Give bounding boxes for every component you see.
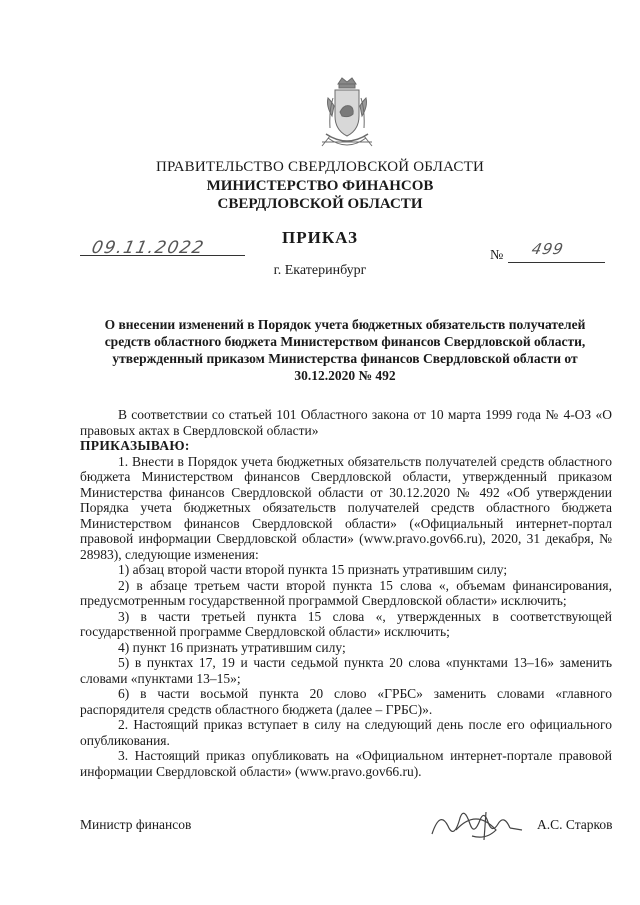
order-body [80,407,612,779]
intro-paragraph: В соответствии со статьей 101 Областного закона от 10 марта 1999 года № 4-ОЗ «О правовых актах в Свердловской области» [80,407,612,438]
subitem-2: 2) в абзаце третьем части второй пункта 15 слова «, объемам финансирования, предусмотренным государственной программой Свердловской области» исключить; [80,577,612,608]
document-type: ПРИКАЗ [282,228,358,247]
order-number: 499 [530,240,566,258]
order-subject: О внесении изменений в Порядок учета бюджетных обязательств получателей средств областного бюджета Министерством финансов Свердловской области, утвержденный приказом Министерства финансов Свердловской области от 30.12.2020 № 492 [104,317,586,383]
prikazyvayu-heading: ПРИКАЗЫВАЮ: [80,438,190,453]
subitem-4: 4) пункт 16 признать утратившим силу; [118,639,346,655]
item-1: 1. Внести в Порядок учета бюджетных обязательств получателей средств областного бюджета Министерством финансов Свердловской области, утвержденный приказом Министерства финансов Свердловской области от 30.12.2020 № 492 «Об утверждении Порядка учета бюджетных обязательств получателей средств областного бюджета Министерством финансов Свердловской области» («Официальный интернет-портал правовой информации Свердловской области» (www.pravo.gov66.ru), 2020, 31 декабря, № 28983), следующие изменения: [80,453,612,562]
date-underline [80,255,245,256]
government-name: ПРАВИТЕЛЬСТВО СВЕРДЛОВСКОЙ ОБЛАСТИ [155,159,485,175]
city: г. Екатеринбург [273,263,367,278]
signer-title: Министр финансов [80,817,192,832]
ministry-name-line2: СВЕРДЛОВСКОЙ ОБЛАСТИ [217,196,423,212]
subitem-3: 3) в части третьей пункта 15 слова «, утвержденных в соответствующей государственной программе Свердловской области» исключить; [80,608,612,639]
coat-of-arms-icon [292,76,402,156]
subitem-6: 6) в части восьмой пункта 20 слово «ГРБС» заменить словами «главного распорядителя средств областного бюджета (далее – ГРБС)». [80,686,612,717]
subitem-1: 1) абзац второй части второй пункта 15 признать утратившим силу; [118,562,508,577]
signer-name: А.С. Старков [537,817,613,832]
item-3: 3. Настоящий приказ опубликовать на «Официальном интернет-портале правовой информации Свердловской области» (www.pravo.gov66.ru). [80,748,612,779]
order-date: 09.11.2022 [89,238,207,258]
ministry-name-line1: МИНИСТЕРСТВО ФИНАНСОВ [206,178,434,194]
item-2: 2. Настоящий приказ вступает в силу на следующий день после его официального опубликования. [80,717,612,748]
handwritten-signature-icon [426,800,526,845]
order-number-label: № [490,248,504,263]
subitem-5: 5) в пунктах 17, 19 и части седьмой пункта 20 слова «пунктами 13–16» заменить словами «пунктами 13–15»; [80,655,612,686]
